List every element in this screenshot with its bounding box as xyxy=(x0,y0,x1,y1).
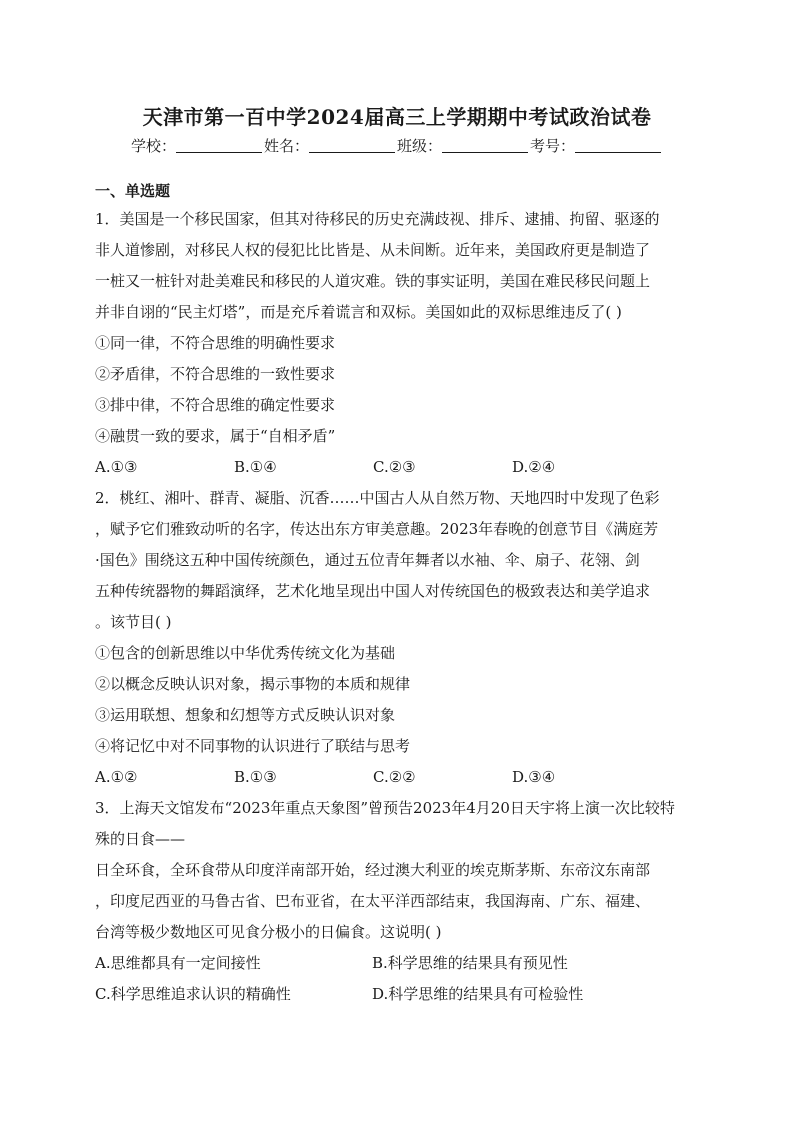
option-a[interactable]: A.①② xyxy=(95,768,138,786)
exam-title: 天津市第一百中学2024届高三上学期期中考试政治试卷 xyxy=(142,105,652,129)
question-3-options-row-1 xyxy=(95,948,700,979)
question-2-line: 2．桃红、湘叶、群青、凝脂、沉香……中国古人从自然万物、天地四时中发现了色彩 xyxy=(95,489,660,507)
option-b[interactable]: B.①④ xyxy=(234,458,277,476)
school-label: 学校： xyxy=(130,137,176,155)
section-title: 一、单选题 xyxy=(95,182,171,200)
question-1-options xyxy=(95,452,700,483)
question-3-line: 3．上海天文馆发布“2023年重点天象图”曾预告2023年4月20日天宇将上演一次比较特 xyxy=(95,799,675,817)
question-2-item: ④将记忆中对不同事物的认识进行了联结与思考 xyxy=(95,737,411,755)
question-2-line: 。该节目( ) xyxy=(95,613,172,631)
question-1-item: ②矛盾律，不符合思维的一致性要求 xyxy=(95,365,336,383)
question-2-line: 五种传统器物的舞蹈演绎，艺术化地呈现出中国人对传统国色的极致表达和美学追求 xyxy=(95,582,651,600)
question-1-item: ④融贯一致的要求，属于“自相矛盾” xyxy=(95,427,336,445)
class-label: 班级： xyxy=(397,137,443,155)
question-1-item: ①同一律，不符合思维的明确性要求 xyxy=(95,334,336,352)
question-2-line: ·国色》围绕这五种中国传统颜色，通过五位青年舞者以水袖、伞、扇子、花翎、剑 xyxy=(95,551,640,569)
class-blank xyxy=(442,138,528,153)
question-3-line: 日全环食，全环食带从印度洋南部开始，经过澳大利亚的埃克斯茅斯、东帝汶东南部 xyxy=(95,861,651,879)
option-c[interactable]: C.②③ xyxy=(373,458,416,476)
option-d[interactable]: D.②④ xyxy=(512,458,556,476)
question-1-line: 非人道惨剧，对移民人权的侵犯比比皆是、从未间断。近年来，美国政府更是制造了 xyxy=(95,241,651,259)
question-2-line: ，赋予它们雅致动听的名字，传达出东方审美意趣。2023年春晚的创意节目《满庭芳 xyxy=(95,520,659,538)
option-a[interactable]: A.思维都具有一定间接性 xyxy=(95,954,261,972)
option-a[interactable]: A.①③ xyxy=(95,458,138,476)
question-1-item: ③排中律，不符合思维的确定性要求 xyxy=(95,396,336,414)
number-label: 考号： xyxy=(530,137,576,155)
question-3-line: 殊的日食—— xyxy=(95,830,186,848)
student-info-row xyxy=(0,135,794,156)
number-blank xyxy=(575,138,661,153)
name-blank xyxy=(309,138,395,153)
question-2 xyxy=(95,483,700,793)
exam-content xyxy=(95,178,700,1010)
question-1 xyxy=(95,204,700,483)
option-c[interactable]: C.②② xyxy=(373,768,416,786)
name-label: 姓名： xyxy=(263,137,309,155)
question-2-options xyxy=(95,762,700,793)
question-3-line: ，印度尼西亚的马鲁古省、巴布亚省，在太平洋西部结束，我国海南、广东、福建、 xyxy=(95,892,651,910)
question-2-item: ①包含的创新思维以中华优秀传统文化为基础 xyxy=(95,644,396,662)
question-2-item: ②以概念反映认识对象，揭示事物的本质和规律 xyxy=(95,675,411,693)
question-1-line: 并非自诩的“民主灯塔”，而是充斥着谎言和双标。美国如此的双标思维违反了( ) xyxy=(95,303,622,321)
option-b[interactable]: B.①③ xyxy=(234,768,277,786)
question-3-options-row-2 xyxy=(95,979,700,1010)
question-3 xyxy=(95,793,700,1010)
question-1-line: 1．美国是一个移民国家，但其对待移民的历史充满歧视、排斥、逮捕、拘留、驱逐的 xyxy=(95,210,660,228)
question-1-line: 一桩又一桩针对赴美难民和移民的人道灾难。铁的事实证明，美国在难民移民问题上 xyxy=(95,272,651,290)
option-d[interactable]: D.科学思维的结果具有可检验性 xyxy=(372,985,584,1003)
school-blank xyxy=(176,138,262,153)
question-2-item: ③运用联想、想象和幻想等方式反映认识对象 xyxy=(95,706,396,724)
option-d[interactable]: D.③④ xyxy=(512,768,556,786)
question-3-line: 台湾等极少数地区可见食分极小的日偏食。这说明( ) xyxy=(95,923,442,941)
option-b[interactable]: B.科学思维的结果具有预见性 xyxy=(372,954,568,972)
option-c[interactable]: C.科学思维追求认识的精确性 xyxy=(95,985,291,1003)
